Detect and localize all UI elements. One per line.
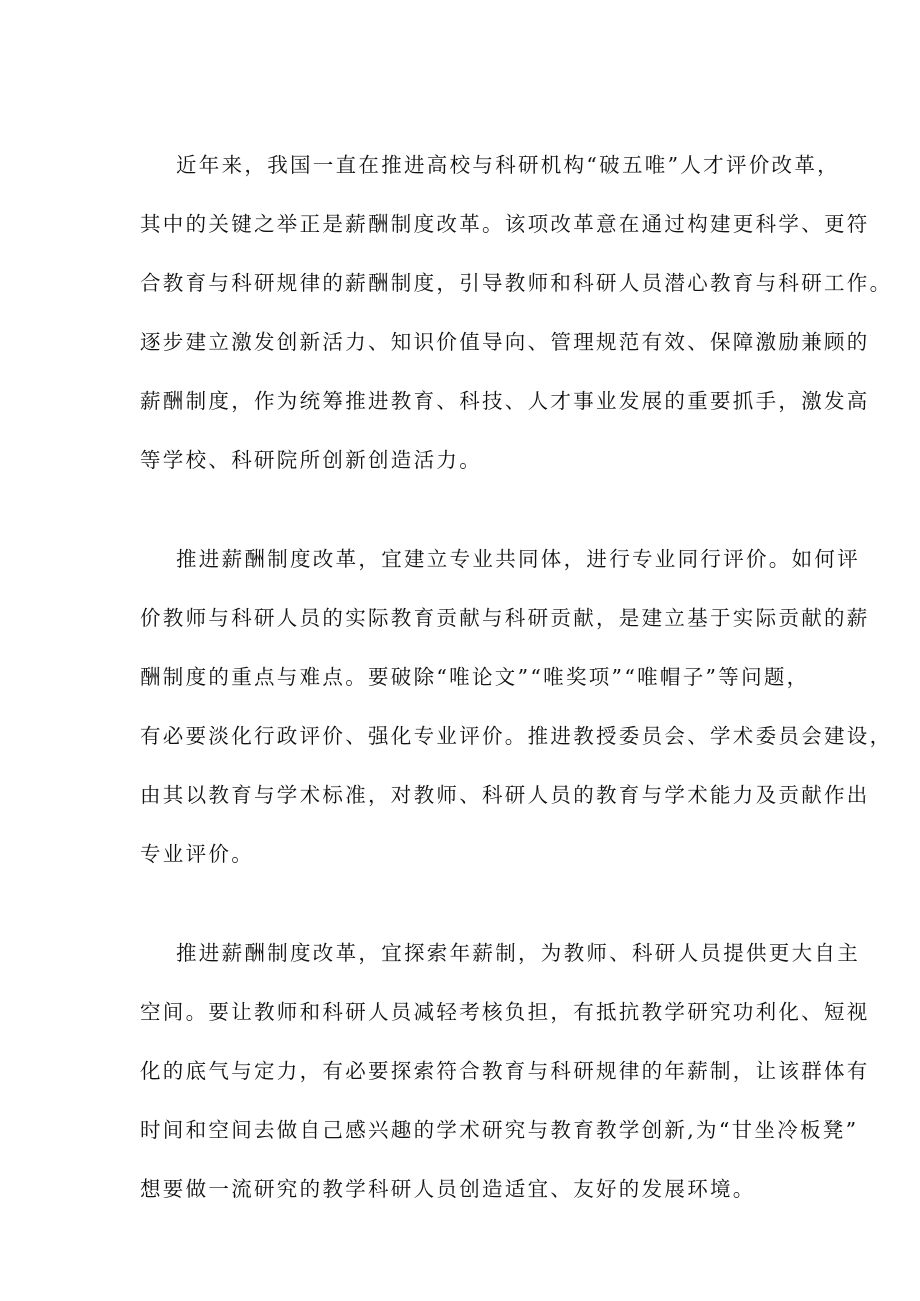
text-line: 近年来，我国一直在推进高校与科研机构“破五唯”人才评价改革， (176, 153, 840, 177)
text-line: 合教育与科研规律的薪酬制度，引导教师和科研人员潜心教育与科研工作。 (140, 271, 893, 295)
text-line: 酬制度的重点与难点。要破除“唯论文”“唯奖项”“唯帽子”等问题， (140, 665, 810, 689)
paragraph-1 (140, 148, 893, 502)
text-line: 逐步建立激发创新活力、知识价值导向、管理规范有效、保障激励兼顾的 (140, 330, 870, 354)
text-line: 化的底气与定力，有必要探索符合教育与科研规律的年薪制，让该群体有 (140, 1059, 870, 1083)
text-line: 推进薪酬制度改革，宜探索年薪制，为教师、科研人员提供更大自主 (176, 941, 860, 965)
text-line: 薪酬制度，作为统筹推进教育、科技、人才事业发展的重要抓手，激发高 (140, 389, 870, 413)
text-line: 想要做一流研究的教学科研人员创造适宜、友好的发展环境。 (140, 1177, 756, 1201)
document-page (140, 148, 893, 1231)
paragraph-3 (140, 936, 870, 1231)
text-line: 价教师与科研人员的实际教育贡献与科研贡献，是建立基于实际贡献的薪 (140, 606, 870, 630)
paragraph-gap (140, 502, 785, 542)
text-line: 空间。要让教师和科研人员减轻考核负担，有抵抗教学研究功利化、短视 (140, 1000, 870, 1024)
text-line: 推进薪酬制度改革，宜建立专业共同体，进行专业同行评价。如何评 (176, 547, 860, 571)
text-line: 有必要淡化行政评价、强化专业评价。推进教授委员会、学术委员会建设， (140, 724, 893, 748)
text-line: 由其以教育与学术标准，对教师、科研人员的教育与学术能力及贡献作出 (140, 783, 870, 807)
paragraph-2 (140, 542, 893, 896)
paragraph-gap (140, 896, 785, 936)
text-line: 专业评价。 (140, 842, 254, 866)
text-line: 其中的关键之举正是薪酬制度改革。该项改革意在通过构建更科学、更符 (140, 212, 870, 236)
text-line: 时间和空间去做自己感兴趣的学术研究与教育教学创新,为“甘坐冷板凳” (140, 1118, 859, 1142)
text-line: 等学校、科研院所创新创造活力。 (140, 448, 482, 472)
